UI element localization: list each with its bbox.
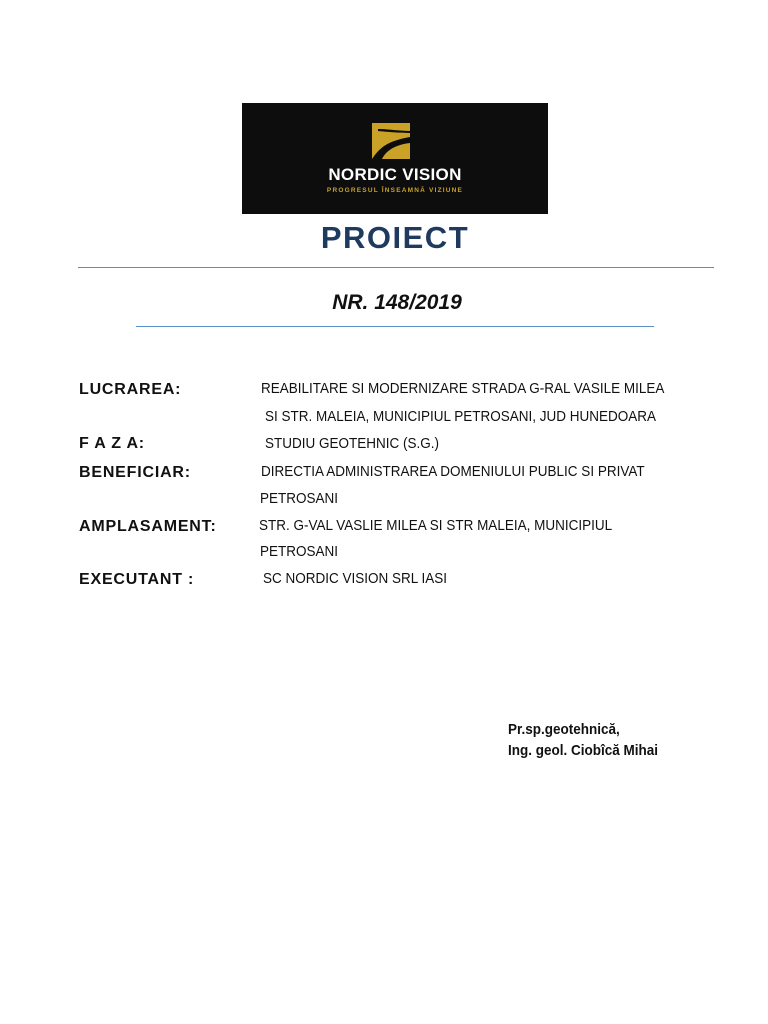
faza-value: STUDIU GEOTEHNIC (S.G.) <box>265 435 440 452</box>
lucrarea-label: LUCRAREA: <box>79 381 182 398</box>
road-emblem-icon <box>372 123 410 159</box>
logo-name: NORDIC VISION <box>328 165 462 184</box>
amplasament-label: AMPLASAMENT: <box>79 518 217 535</box>
lucrarea-value-line2: SI STR. MALEIA, MUNICIPIUL PETROSANI, JUD HUNEDOARA <box>265 408 657 425</box>
signature-title: Pr.sp.geotehnică, <box>508 721 620 738</box>
project-number: NR. 148/2019 <box>332 291 462 314</box>
lucrarea-value-line1: REABILITARE SI MODERNIZARE STRADA G-RAL VASILE MILEA <box>261 380 665 397</box>
amplasament-value-line1: STR. G-VAL VASLIE MILEA SI STR MALEIA, MUNICIPIUL <box>259 517 613 534</box>
beneficiar-value-line2: PETROSANI <box>260 490 339 507</box>
executant-label: EXECUTANT : <box>79 571 195 588</box>
title-divider <box>78 267 714 268</box>
executant-value: SC NORDIC VISION SRL IASI <box>263 570 448 587</box>
beneficiar-value-line1: DIRECTIA ADMINISTRAREA DOMENIULUI PUBLIC SI PRIVAT <box>261 463 645 480</box>
amplasament-value-line2: PETROSANI <box>260 543 339 560</box>
number-divider <box>136 326 654 327</box>
beneficiar-label: BENEFICIAR: <box>79 464 191 481</box>
logo-tagline: PROGRESUL ÎNSEAMNĂ VIZIUNE <box>326 187 464 194</box>
signature-name: Ing. geol. Ciobîcă Mihai <box>508 742 659 759</box>
document-title: PROIECT <box>320 220 470 255</box>
faza-label: F A Z A: <box>79 435 145 452</box>
nordic-vision-logo <box>242 103 548 214</box>
